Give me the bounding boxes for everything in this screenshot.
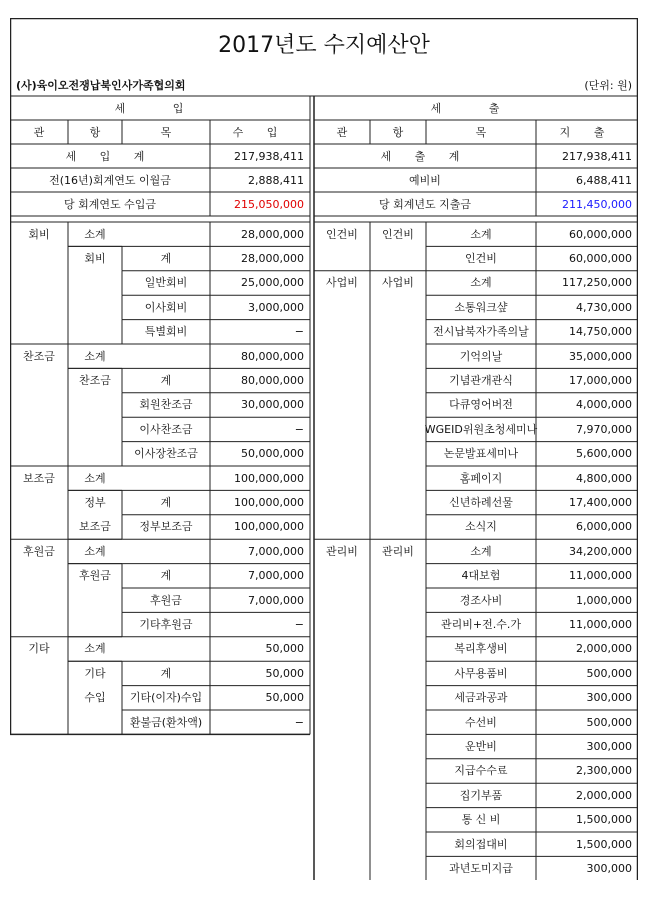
expense-amount: 300,000 bbox=[586, 691, 632, 705]
income-amount: 100,000,000 bbox=[234, 496, 304, 510]
expense-amount: 11,000,000 bbox=[569, 618, 632, 632]
income-amount: 7,000,000 bbox=[248, 544, 304, 558]
income-mok: 계 bbox=[160, 496, 172, 510]
expense-hang: 인건비 bbox=[382, 227, 414, 241]
income-col-hang: 항 bbox=[89, 125, 101, 139]
income-mok: 환불금(환차액) bbox=[129, 715, 203, 729]
income-col-mok: 목 bbox=[160, 125, 172, 139]
expense-hang bbox=[370, 637, 426, 661]
income-hang: 소계 bbox=[84, 642, 106, 656]
expense-amount: 4,000,000 bbox=[576, 398, 632, 412]
income-amount: − bbox=[294, 715, 304, 729]
income-hang: 소계 bbox=[84, 349, 106, 363]
expense-gwan bbox=[314, 466, 370, 490]
income-amount: 30,000,000 bbox=[241, 398, 304, 412]
income-total-value: 217,938,411 bbox=[234, 149, 304, 163]
expense-gwan bbox=[314, 808, 370, 832]
income-mok: 기타후원금 bbox=[139, 618, 193, 632]
expense-hang bbox=[370, 320, 426, 344]
expense-amount: 2,300,000 bbox=[576, 764, 632, 778]
income-col-gwan: 관 bbox=[33, 125, 45, 139]
expense-amount: 60,000,000 bbox=[569, 252, 632, 266]
expense-mok: 집기부품 bbox=[459, 788, 503, 802]
expense-gwan bbox=[314, 612, 370, 636]
income-gwan: 회비 bbox=[28, 227, 50, 241]
income-hang bbox=[68, 612, 122, 636]
income-gwan bbox=[10, 271, 68, 295]
expense-gwan bbox=[314, 393, 370, 417]
expense-mok: 소통워크샾 bbox=[454, 300, 508, 314]
income-hang: 소계 bbox=[84, 544, 106, 558]
expense-gwan bbox=[314, 564, 370, 588]
income-mok: 이사찬조금 bbox=[139, 422, 193, 436]
expense-col-mok: 목 bbox=[475, 125, 487, 139]
income-mok bbox=[122, 637, 210, 661]
expense-col-hang: 항 bbox=[392, 125, 404, 139]
expense-hang bbox=[370, 344, 426, 368]
income-hang: 회비 bbox=[84, 252, 106, 266]
income-mok: 정부보조금 bbox=[139, 520, 193, 534]
income-gwan bbox=[10, 564, 68, 588]
income-hang bbox=[68, 417, 122, 441]
expense-mok: 홈페이지 bbox=[459, 471, 503, 485]
income-hang: 찬조금 bbox=[79, 374, 111, 388]
income-hang bbox=[68, 588, 122, 612]
expense-hang bbox=[370, 588, 426, 612]
expense-gwan bbox=[314, 783, 370, 807]
expense-gwan bbox=[314, 686, 370, 710]
expense-mok: 논문발표세미나 bbox=[443, 447, 519, 461]
carryover-value: 2,888,411 bbox=[248, 173, 304, 187]
expense-gwan bbox=[314, 490, 370, 514]
expense-mok: 소계 bbox=[470, 276, 492, 290]
income-gwan bbox=[10, 393, 68, 417]
expense-gwan bbox=[314, 295, 370, 319]
expense-mok: 복리후생비 bbox=[454, 642, 508, 656]
income-mok: 이사회비 bbox=[144, 300, 188, 314]
expense-hang bbox=[370, 466, 426, 490]
budget-sheet bbox=[10, 18, 638, 880]
income-hang: 보조금 bbox=[79, 520, 111, 534]
expense-total-label: 세 출 계 bbox=[380, 149, 470, 163]
expense-amount: 300,000 bbox=[586, 740, 632, 754]
unit-label: (단위: 원) bbox=[584, 78, 632, 92]
expense-amount: 1,000,000 bbox=[576, 593, 632, 607]
income-amount: − bbox=[294, 422, 304, 436]
reserve-label: 예비비 bbox=[409, 173, 441, 187]
expense-amount: 7,970,000 bbox=[576, 422, 632, 436]
expense-hang bbox=[370, 686, 426, 710]
expense-hang bbox=[370, 246, 426, 270]
expense-mok: 다큐영어버전 bbox=[449, 398, 513, 412]
expense-hang bbox=[370, 295, 426, 319]
income-amount: 50,000 bbox=[265, 666, 304, 680]
income-amount: 25,000,000 bbox=[241, 276, 304, 290]
income-hang: 소계 bbox=[84, 471, 106, 485]
income-gwan bbox=[10, 515, 68, 539]
income-hang bbox=[68, 710, 122, 734]
expense-hang bbox=[370, 417, 426, 441]
income-gwan bbox=[10, 246, 68, 270]
income-hang: 정부 bbox=[84, 496, 106, 510]
expense-gwan: 인건비 bbox=[326, 227, 358, 241]
expense-mok: 경조사비 bbox=[459, 593, 503, 607]
expense-gwan bbox=[314, 588, 370, 612]
income-hang: 기타 bbox=[84, 666, 106, 680]
expense-mok: 전시납북자가족의날 bbox=[433, 325, 529, 339]
income-amount: 100,000,000 bbox=[234, 471, 304, 485]
expense-mok: 운반비 bbox=[465, 740, 497, 754]
expense-hang bbox=[370, 832, 426, 856]
income-hang: 소계 bbox=[84, 227, 106, 241]
expense-gwan bbox=[314, 368, 370, 392]
income-mok: 후원금 bbox=[150, 593, 182, 607]
income-amount: 50,000 bbox=[265, 691, 304, 705]
expense-amount: 500,000 bbox=[586, 666, 632, 680]
income-gwan bbox=[10, 320, 68, 344]
expense-hang bbox=[370, 368, 426, 392]
expense-hang bbox=[370, 856, 426, 880]
income-total-label: 세 입 계 bbox=[65, 149, 155, 163]
income-hang bbox=[68, 442, 122, 466]
income-amount: 28,000,000 bbox=[241, 252, 304, 266]
income-gwan bbox=[10, 588, 68, 612]
income-gwan bbox=[10, 686, 68, 710]
expense-mok: 기념관개관식 bbox=[449, 374, 513, 388]
expense-amount: 500,000 bbox=[586, 715, 632, 729]
income-gwan: 찬조금 bbox=[23, 349, 55, 363]
expense-hang bbox=[370, 808, 426, 832]
income-amount: 100,000,000 bbox=[234, 520, 304, 534]
expense-hang bbox=[370, 783, 426, 807]
expense-amount: 6,000,000 bbox=[576, 520, 632, 534]
income-mok: 기타(이자)수입 bbox=[129, 691, 203, 705]
expense-hang bbox=[370, 661, 426, 685]
expense-gwan bbox=[314, 661, 370, 685]
income-gwan bbox=[10, 490, 68, 514]
expense-hang bbox=[370, 442, 426, 466]
income-gwan bbox=[10, 442, 68, 466]
expense-total-value: 217,938,411 bbox=[562, 149, 632, 163]
current-expense-value: 211,450,000 bbox=[562, 197, 632, 211]
expense-gwan bbox=[314, 515, 370, 539]
income-amount: − bbox=[294, 618, 304, 632]
expense-amount: 35,000,000 bbox=[569, 349, 632, 363]
expense-gwan bbox=[314, 856, 370, 880]
income-mok: 일반회비 bbox=[144, 276, 188, 290]
expense-mok: 4대보험 bbox=[461, 569, 501, 583]
expense-amount: 34,200,000 bbox=[569, 544, 632, 558]
income-mok: 회원찬조금 bbox=[139, 398, 193, 412]
expense-amount: 1,500,000 bbox=[576, 837, 632, 851]
income-gwan bbox=[10, 417, 68, 441]
expense-mok: 세금과공과 bbox=[454, 691, 508, 705]
income-mok bbox=[122, 222, 210, 246]
expense-mok: 사무용품비 bbox=[454, 666, 508, 680]
income-gwan: 기타 bbox=[28, 642, 50, 656]
income-amount: 7,000,000 bbox=[248, 593, 304, 607]
income-amount: 28,000,000 bbox=[241, 227, 304, 241]
expense-hang bbox=[370, 710, 426, 734]
expense-gwan bbox=[314, 417, 370, 441]
income-mok: 계 bbox=[160, 569, 172, 583]
expense-hang bbox=[370, 515, 426, 539]
expense-amount: 2,000,000 bbox=[576, 788, 632, 802]
income-gwan: 후원금 bbox=[23, 544, 55, 558]
expense-hang bbox=[370, 490, 426, 514]
income-mok: 이사장찬조금 bbox=[134, 447, 198, 461]
income-gwan bbox=[10, 710, 68, 734]
expense-gwan: 관리비 bbox=[326, 544, 358, 558]
expense-amount: 17,400,000 bbox=[569, 496, 632, 510]
expense-amount: 4,800,000 bbox=[576, 471, 632, 485]
expense-amount: 2,000,000 bbox=[576, 642, 632, 656]
expense-mok: 인건비 bbox=[465, 252, 497, 266]
reserve-value: 6,488,411 bbox=[576, 173, 632, 187]
expense-col-amount: 지 출 bbox=[559, 125, 615, 139]
income-hang bbox=[68, 295, 122, 319]
expense-hang: 사업비 bbox=[382, 276, 414, 290]
org-name: (사)육이오전쟁납북인사가족협의회 bbox=[16, 78, 186, 92]
expense-gwan bbox=[314, 710, 370, 734]
expense-col-gwan: 관 bbox=[336, 125, 348, 139]
income-amount: 50,000,000 bbox=[241, 447, 304, 461]
income-header: 세 입 bbox=[114, 101, 206, 115]
expense-amount: 60,000,000 bbox=[569, 227, 632, 241]
expense-gwan: 사업비 bbox=[326, 276, 358, 290]
income-gwan bbox=[10, 368, 68, 392]
expense-mok: WGEID위원초청세미나 bbox=[424, 422, 538, 436]
expense-mok: 수선비 bbox=[465, 715, 497, 729]
expense-mok: 기억의날 bbox=[459, 349, 503, 363]
expense-amount: 17,000,000 bbox=[569, 374, 632, 388]
income-col-amount: 수 입 bbox=[232, 125, 288, 139]
expense-amount: 300,000 bbox=[586, 862, 632, 876]
income-mok bbox=[122, 539, 210, 563]
income-gwan bbox=[10, 661, 68, 685]
income-hang bbox=[68, 320, 122, 344]
expense-mok: 소식지 bbox=[465, 520, 497, 534]
income-hang bbox=[68, 393, 122, 417]
income-amount: 3,000,000 bbox=[248, 300, 304, 314]
income-mok: 계 bbox=[160, 666, 172, 680]
expense-amount: 1,500,000 bbox=[576, 813, 632, 827]
expense-hang bbox=[370, 564, 426, 588]
income-mok bbox=[122, 344, 210, 368]
expense-gwan bbox=[314, 246, 370, 270]
expense-gwan bbox=[314, 320, 370, 344]
expense-mok: 통 신 비 bbox=[461, 813, 501, 827]
expense-gwan bbox=[314, 734, 370, 758]
expense-hang: 관리비 bbox=[382, 544, 414, 558]
expense-mok: 지급수수료 bbox=[454, 764, 508, 778]
expense-mok: 신년하례선물 bbox=[449, 496, 513, 510]
income-amount: 7,000,000 bbox=[248, 569, 304, 583]
expense-amount: 14,750,000 bbox=[569, 325, 632, 339]
income-hang: 수입 bbox=[84, 691, 106, 705]
expense-amount: 11,000,000 bbox=[569, 569, 632, 583]
expense-mok: 회의접대비 bbox=[454, 837, 508, 851]
income-amount: 80,000,000 bbox=[241, 374, 304, 388]
expense-gwan bbox=[314, 832, 370, 856]
income-hang bbox=[68, 271, 122, 295]
expense-mok: 과년도미지급 bbox=[449, 862, 513, 876]
current-income-value: 215,050,000 bbox=[234, 197, 304, 211]
expense-gwan bbox=[314, 344, 370, 368]
expense-hang bbox=[370, 759, 426, 783]
expense-amount: 117,250,000 bbox=[562, 276, 632, 290]
expense-amount: 5,600,000 bbox=[576, 447, 632, 461]
carryover-label: 전(16년)회계연도 이월금 bbox=[49, 173, 171, 187]
expense-gwan bbox=[314, 759, 370, 783]
expense-gwan bbox=[314, 637, 370, 661]
expense-hang bbox=[370, 612, 426, 636]
income-gwan bbox=[10, 295, 68, 319]
expense-hang bbox=[370, 393, 426, 417]
expense-header: 세 출 bbox=[430, 101, 522, 115]
income-amount: 80,000,000 bbox=[241, 349, 304, 363]
income-mok: 특별회비 bbox=[144, 325, 188, 339]
expense-gwan bbox=[314, 442, 370, 466]
income-gwan: 보조금 bbox=[23, 471, 55, 485]
expense-hang bbox=[370, 734, 426, 758]
current-income-label: 당 회계연도 수입금 bbox=[63, 197, 156, 211]
income-mok: 계 bbox=[160, 252, 172, 266]
expense-amount: 4,730,000 bbox=[576, 300, 632, 314]
income-gwan bbox=[10, 612, 68, 636]
income-mok: 계 bbox=[160, 374, 172, 388]
current-expense-label: 당 회계년도 지출금 bbox=[378, 197, 471, 211]
income-hang: 후원금 bbox=[79, 569, 111, 583]
income-amount: − bbox=[294, 325, 304, 339]
expense-mok: 소계 bbox=[470, 227, 492, 241]
expense-mok: 관리비+전.수.가 bbox=[441, 618, 521, 632]
income-mok bbox=[122, 466, 210, 490]
income-amount: 50,000 bbox=[265, 642, 304, 656]
expense-mok: 소계 bbox=[470, 544, 492, 558]
page-title: 2017년도 수지예산안 bbox=[218, 33, 430, 58]
